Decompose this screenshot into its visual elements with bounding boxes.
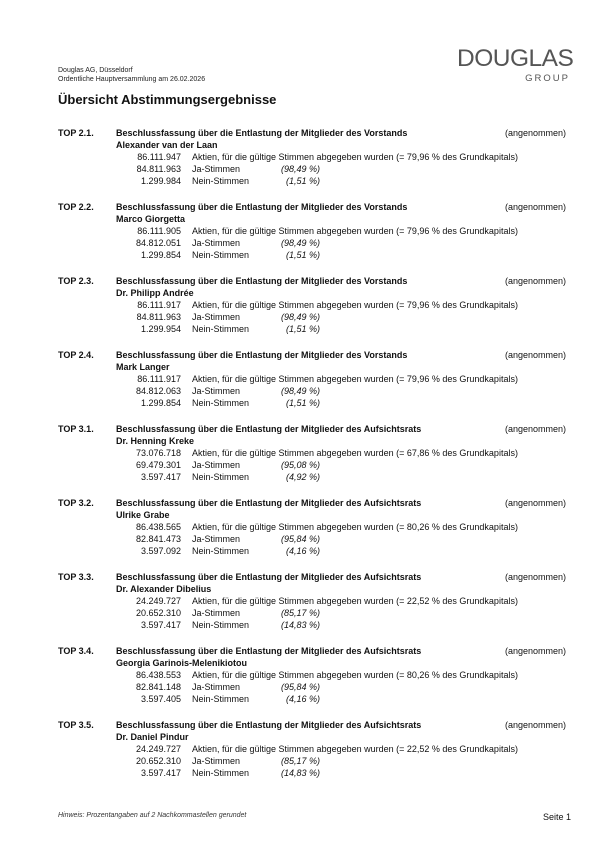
vote-percent: (14,83 %) [280,620,320,630]
agenda-item-result: (angenommen) [504,646,566,656]
agenda-item-result: (angenommen) [504,572,566,582]
agenda-item [58,719,573,793]
agenda-item-header [58,571,573,583]
vote-row [58,533,573,545]
agenda-item-header [58,423,573,435]
vote-count: 24.249.727 [135,744,181,754]
vote-label: Aktien, für die gültige Stimmen abgegeben wurden (= 79,96 % des Grundkapitals) [192,226,518,236]
vote-count: 3.597.417 [140,620,181,630]
vote-label: Ja-Stimmen [192,312,241,322]
vote-label: Nein-Stimmen [192,324,250,334]
vote-count: 3.597.417 [140,472,181,482]
vote-row [58,607,573,619]
vote-count: 84.812.051 [135,238,181,248]
vote-row [58,385,573,397]
vote-percent: (4,92 %) [285,472,320,482]
vote-label: Nein-Stimmen [192,398,250,408]
douglas-logo [457,46,573,86]
vote-row [58,447,573,459]
agenda-item-result: (angenommen) [504,128,566,138]
vote-row [58,225,573,237]
agenda-item-person: Dr. Alexander Dibelius [116,584,212,594]
vote-count: 82.841.148 [135,682,181,692]
vote-count: 86.111.917 [137,300,181,310]
agenda-item-person: Georgia Garinois-Melenikiotou [116,658,248,668]
agenda-item [58,571,573,645]
vote-percent: (98,49 %) [280,164,320,174]
vote-label: Ja-Stimmen [192,756,241,766]
agenda-item-result: (angenommen) [504,202,566,212]
vote-row [58,323,573,335]
vote-percent: (14,83 %) [280,768,320,778]
agenda-item-person: Alexander van der Laan [116,140,218,150]
vote-row [58,373,573,385]
vote-count: 1.299.984 [140,176,181,186]
agenda-item-header [58,719,573,731]
vote-label: Nein-Stimmen [192,546,250,556]
agenda-item-subject: Beschlussfassung über die Entlastung der Mitglieder des Vorstands [116,350,408,360]
vote-count: 1.299.854 [140,398,181,408]
vote-row [58,767,573,779]
vote-percent: (95,84 %) [280,682,320,692]
agenda-item-result: (angenommen) [504,276,566,286]
vote-count: 69.479.301 [135,460,181,470]
vote-row [58,459,573,471]
vote-count: 86.438.565 [135,522,181,532]
vote-row [58,237,573,249]
vote-percent: (98,49 %) [280,238,320,248]
agenda-item-number: TOP 2.3. [58,276,94,286]
agenda-item-number: TOP 3.1. [58,424,94,434]
vote-row [58,681,573,693]
vote-count: 1.299.854 [140,250,181,260]
vote-percent: (95,08 %) [280,460,320,470]
vote-count: 1.299.954 [140,324,181,334]
agenda-item-number: TOP 3.4. [58,646,94,656]
vote-row [58,175,573,187]
vote-label: Nein-Stimmen [192,176,250,186]
vote-percent: (1,51 %) [285,176,320,186]
agenda-item-number: TOP 3.2. [58,498,94,508]
logo-group-text: GROUP [525,73,570,84]
agenda-item-person: Dr. Philipp Andrée [116,288,194,298]
vote-count: 3.597.092 [140,546,181,556]
footer-note: Hinweis: Prozentangaben auf 2 Nachkommastellen gerundet [58,812,247,819]
vote-row [58,693,573,705]
vote-count: 73.076.718 [135,448,181,458]
vote-count: 3.597.417 [140,768,181,778]
vote-row [58,311,573,323]
agenda-item-subject: Beschlussfassung über die Entlastung der Mitglieder des Aufsichtsrats [116,498,422,508]
vote-row [58,669,573,681]
vote-row [58,619,573,631]
agenda-item-header [58,275,573,287]
vote-percent: (95,84 %) [280,534,320,544]
vote-percent: (1,51 %) [285,398,320,408]
vote-count: 86.111.917 [137,374,181,384]
vote-label: Ja-Stimmen [192,608,241,618]
vote-row [58,299,573,311]
vote-label: Ja-Stimmen [192,534,241,544]
vote-label: Ja-Stimmen [192,386,241,396]
agenda-item-header [58,645,573,657]
vote-label: Nein-Stimmen [192,620,250,630]
agenda-item-number: TOP 2.2. [58,202,94,212]
vote-label: Nein-Stimmen [192,768,250,778]
vote-label: Aktien, für die gültige Stimmen abgegeben wurden (= 79,96 % des Grundkapitals) [192,300,518,310]
vote-row [58,471,573,483]
vote-label: Ja-Stimmen [192,238,241,248]
agenda-item [58,645,573,719]
vote-count: 20.652.310 [135,608,181,618]
agenda-item-subject: Beschlussfassung über die Entlastung der Mitglieder des Vorstands [116,128,408,138]
vote-count: 20.652.310 [135,756,181,766]
agenda-item-subject: Beschlussfassung über die Entlastung der Mitglieder des Aufsichtsrats [116,646,422,656]
company-line: Douglas AG, Düsseldorf [58,67,133,74]
vote-label: Ja-Stimmen [192,460,241,470]
vote-count: 84.811.963 [136,312,181,322]
agenda-item-header [58,127,573,139]
agenda-item-subject: Beschlussfassung über die Entlastung der Mitglieder des Vorstands [116,276,408,286]
meeting-line: Ordentliche Hauptversammlung am 26.02.2026 [58,75,206,83]
agenda-item-result: (angenommen) [504,720,566,730]
agenda-item-header [58,349,573,361]
vote-percent: (98,49 %) [280,312,320,322]
vote-row [58,397,573,409]
vote-row [58,521,573,533]
agenda-item [58,127,573,201]
vote-label: Ja-Stimmen [192,164,241,174]
vote-percent: (98,49 %) [280,386,320,396]
vote-row [58,151,573,163]
document-header [58,67,205,84]
agenda-item-person: Marco Giorgetta [116,214,186,224]
agenda-item-number: TOP 3.5. [58,720,94,730]
vote-count: 86.438.553 [135,670,181,680]
agenda-item-header [58,201,573,213]
agenda-item-person: Ulrike Grabe [116,510,170,520]
agenda-item-number: TOP 2.1. [58,128,94,138]
vote-count: 82.841.473 [135,534,181,544]
agenda-item-result: (angenommen) [504,498,566,508]
vote-label: Aktien, für die gültige Stimmen abgegeben wurden (= 67,86 % des Grundkapitals) [192,448,518,458]
agenda-item-person: Dr. Henning Kreke [116,436,195,446]
voting-results-list [58,127,573,793]
vote-row [58,595,573,607]
vote-label: Aktien, für die gültige Stimmen abgegeben wurden (= 80,26 % des Grundkapitals) [192,522,518,532]
vote-percent: (1,51 %) [285,324,320,334]
agenda-item [58,423,573,497]
agenda-item-subject: Beschlussfassung über die Entlastung der Mitglieder des Vorstands [116,202,408,212]
vote-label: Ja-Stimmen [192,682,241,692]
agenda-item-subject: Beschlussfassung über die Entlastung der Mitglieder des Aufsichtsrats [116,424,422,434]
vote-percent: (1,51 %) [285,250,320,260]
agenda-item [58,497,573,571]
agenda-item-result: (angenommen) [504,350,566,360]
vote-percent: (4,16 %) [285,694,320,704]
agenda-item-person: Dr. Daniel Pindur [116,732,189,742]
agenda-item-subject: Beschlussfassung über die Entlastung der Mitglieder des Aufsichtsrats [116,720,422,730]
agenda-item-person: Mark Langer [116,362,170,372]
page-title: Übersicht Abstimmungsergebnisse [58,92,277,107]
agenda-item-number: TOP 2.4. [58,350,94,360]
vote-count: 24.249.727 [135,596,181,606]
vote-label: Aktien, für die gültige Stimmen abgegeben wurden (= 79,96 % des Grundkapitals) [192,374,518,384]
vote-row [58,163,573,175]
logo-wordmark: DOUGLAS [457,45,574,72]
vote-count: 84.811.963 [136,164,181,174]
vote-label: Nein-Stimmen [192,250,250,260]
vote-count: 86.111.905 [137,226,181,236]
vote-label: Aktien, für die gültige Stimmen abgegeben wurden (= 80,26 % des Grundkapitals) [192,670,518,680]
vote-percent: (85,17 %) [280,756,320,766]
page-number: Seite 1 [542,812,571,822]
vote-count: 86.111.947 [137,152,181,162]
agenda-item [58,349,573,423]
vote-label: Aktien, für die gültige Stimmen abgegeben wurden (= 22,52 % des Grundkapitals) [192,744,518,754]
vote-count: 3.597.405 [140,694,181,704]
vote-count: 84.812.063 [135,386,181,396]
agenda-item-header [58,497,573,509]
vote-row [58,743,573,755]
vote-label: Nein-Stimmen [192,472,250,482]
vote-label: Nein-Stimmen [192,694,250,704]
vote-percent: (85,17 %) [280,608,320,618]
vote-row [58,545,573,557]
vote-row [58,755,573,767]
agenda-item [58,201,573,275]
vote-row [58,249,573,261]
agenda-item-subject: Beschlussfassung über die Entlastung der Mitglieder des Aufsichtsrats [116,572,422,582]
vote-label: Aktien, für die gültige Stimmen abgegeben wurden (= 79,96 % des Grundkapitals) [192,152,518,162]
vote-percent: (4,16 %) [285,546,320,556]
agenda-item-result: (angenommen) [504,424,566,434]
agenda-item [58,275,573,349]
agenda-item-number: TOP 3.3. [58,572,94,582]
vote-label: Aktien, für die gültige Stimmen abgegeben wurden (= 22,52 % des Grundkapitals) [192,596,518,606]
